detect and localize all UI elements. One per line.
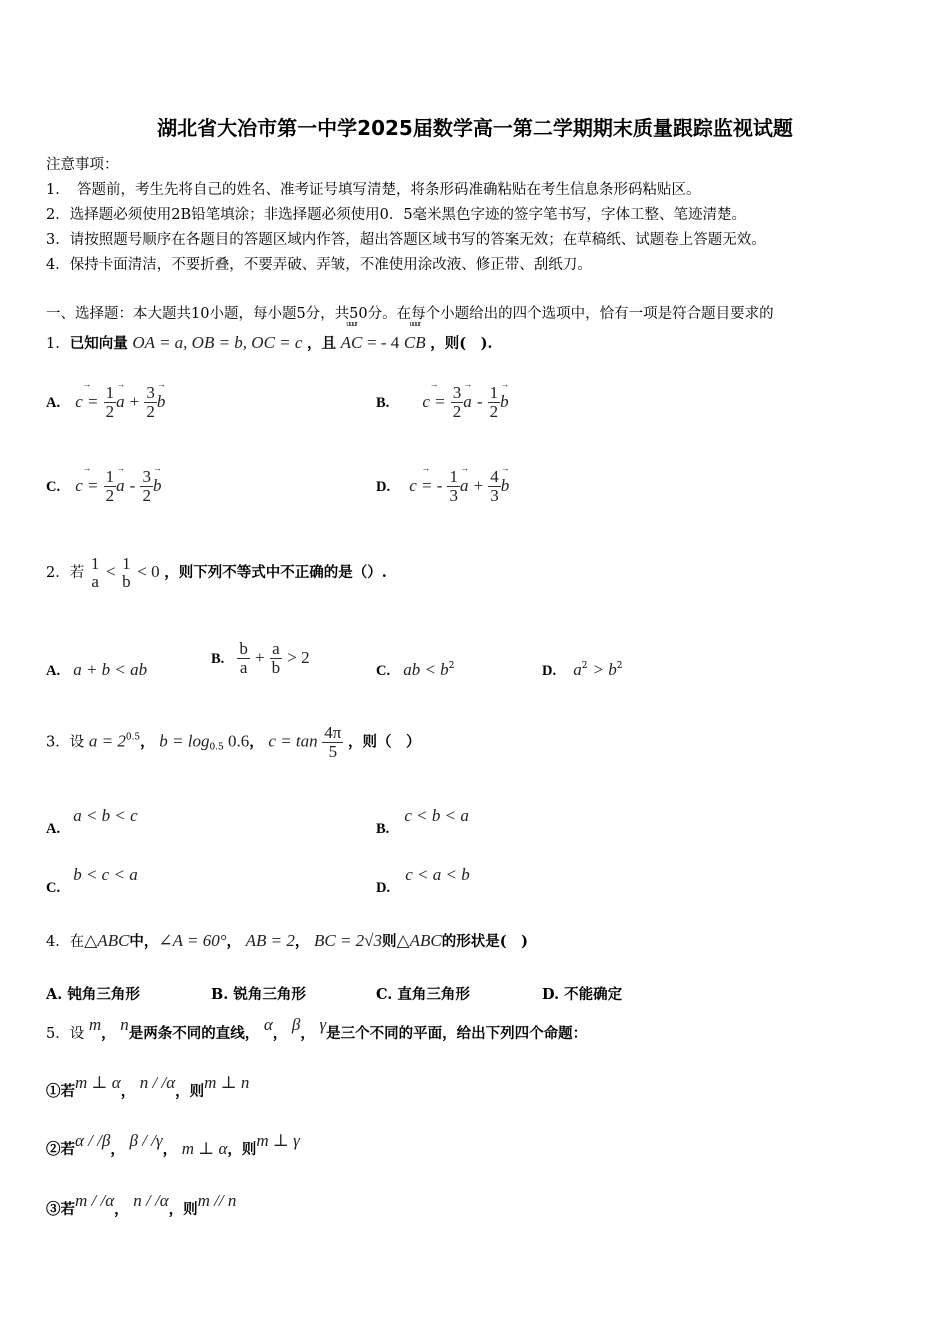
notice-heading: 注意事项：	[46, 157, 119, 173]
proposition-3: ③若m / /α， n / /α，则m // n	[46, 1191, 237, 1218]
question-4: 4．在△ABC中，∠A = 60°， AB = 2， BC = 2√3则△ABC的形状是( )	[46, 931, 528, 950]
q3-option-a[interactable]: A. a < b < c	[46, 806, 138, 837]
q3-option-c[interactable]: C. b < c < a	[46, 865, 138, 896]
q1-option-d[interactable]: D. → c = - $\frac{1}{3}$ → a + $\frac{4}{3}$ → b	[376, 468, 509, 505]
q4-option-c[interactable]: C. 直角三角形	[376, 986, 470, 1003]
notice-item: 3．请按照题号顺序在各题目的答题区域内作答，超出答题区域书写的答案无效；在草稿纸、试题卷上答题无效。	[46, 232, 766, 248]
q2-option-d[interactable]: D. $a^2 > b^2$	[542, 660, 623, 679]
vector-defs: OA = a, OB = b, OC = c	[132, 333, 303, 352]
page-title: 湖北省大冶市第一中学2025届数学高一第二学期期末质量跟踪监视试题	[157, 116, 793, 140]
proposition-2: ②若α / /β， β / /γ， m ⊥ α，则m ⊥ γ	[46, 1131, 300, 1158]
section-heading: 一、选择题：本大题共10小题，每小题5分，共50分。在每个小题给出的四个选项中，恰有一项是符合题目要求的	[46, 306, 774, 322]
q3-option-d[interactable]: D. c < a < b	[376, 865, 470, 896]
q2-option-b[interactable]: B. $\frac{b}{a}$ + $\frac{a}{b}$ > 2	[211, 639, 310, 677]
q4-option-b[interactable]: B. 锐角三角形	[211, 986, 306, 1003]
q1-option-b[interactable]: B. → c = $\frac{3}{2}$ → a - $\frac{1}{2}$ → b	[376, 384, 509, 421]
q2-option-a[interactable]: A. a + b < ab	[46, 660, 148, 679]
notice-item: 4．保持卡面清洁，不要折叠，不要弄破、弄皱，不准使用涂改液、修正带、刮纸刀。	[46, 257, 592, 273]
q4-option-a[interactable]: A. 钝角三角形	[46, 986, 140, 1003]
q4-option-d[interactable]: D. 不能确定	[542, 986, 623, 1003]
question-2: 2．若 1 a < 1 b < 0 ，则下列不等式中不正确的是（）.	[46, 554, 387, 591]
question-number: 1．	[46, 336, 70, 352]
question-5: 5．设 m， n是两条不同的直线， α， β， γ是三个不同的平面，给出下列四个命题：	[46, 1015, 588, 1042]
proposition-1: ①若m ⊥ α， n / /α，则m ⊥ n	[46, 1073, 250, 1100]
q1-option-a[interactable]: A. → c = $\frac{1}{2}$ → a + $\frac{3}{2}$ → b	[46, 384, 165, 421]
vector-ac: uuur AC	[341, 333, 363, 353]
question-1: 1．已知向量 OA = a, OB = b, OC = c ，且 uuur AC = - 4 uuur CB ，则( ).	[46, 332, 492, 353]
q3-option-b[interactable]: B. c < b < a	[376, 806, 469, 837]
notice-item: 2．选择题必须使用2B铅笔填涂；非选择题必须使用0．5毫米黑色字迹的签字笔书写，字体工整、笔迹清楚。	[46, 207, 747, 223]
q1-option-c[interactable]: C. → c = $\frac{1}{2}$ → a - $\frac{3}{2}$ → b	[46, 468, 161, 505]
q2-option-c[interactable]: C. ab < $b^2$	[376, 660, 455, 679]
vector-cb: uuur CB	[404, 333, 426, 353]
notice-item: 1． 答题前，考生先将自己的姓名、准考证号填写清楚，将条形码准确粘贴在考生信息条形码粘贴区。	[46, 182, 701, 198]
question-3: 3．设 $a = 2^{0.5}$， $b = \log_{0.5} 0.6$， c = tan $\frac{4\pi}{5}$ ，则（ ）	[46, 723, 421, 761]
